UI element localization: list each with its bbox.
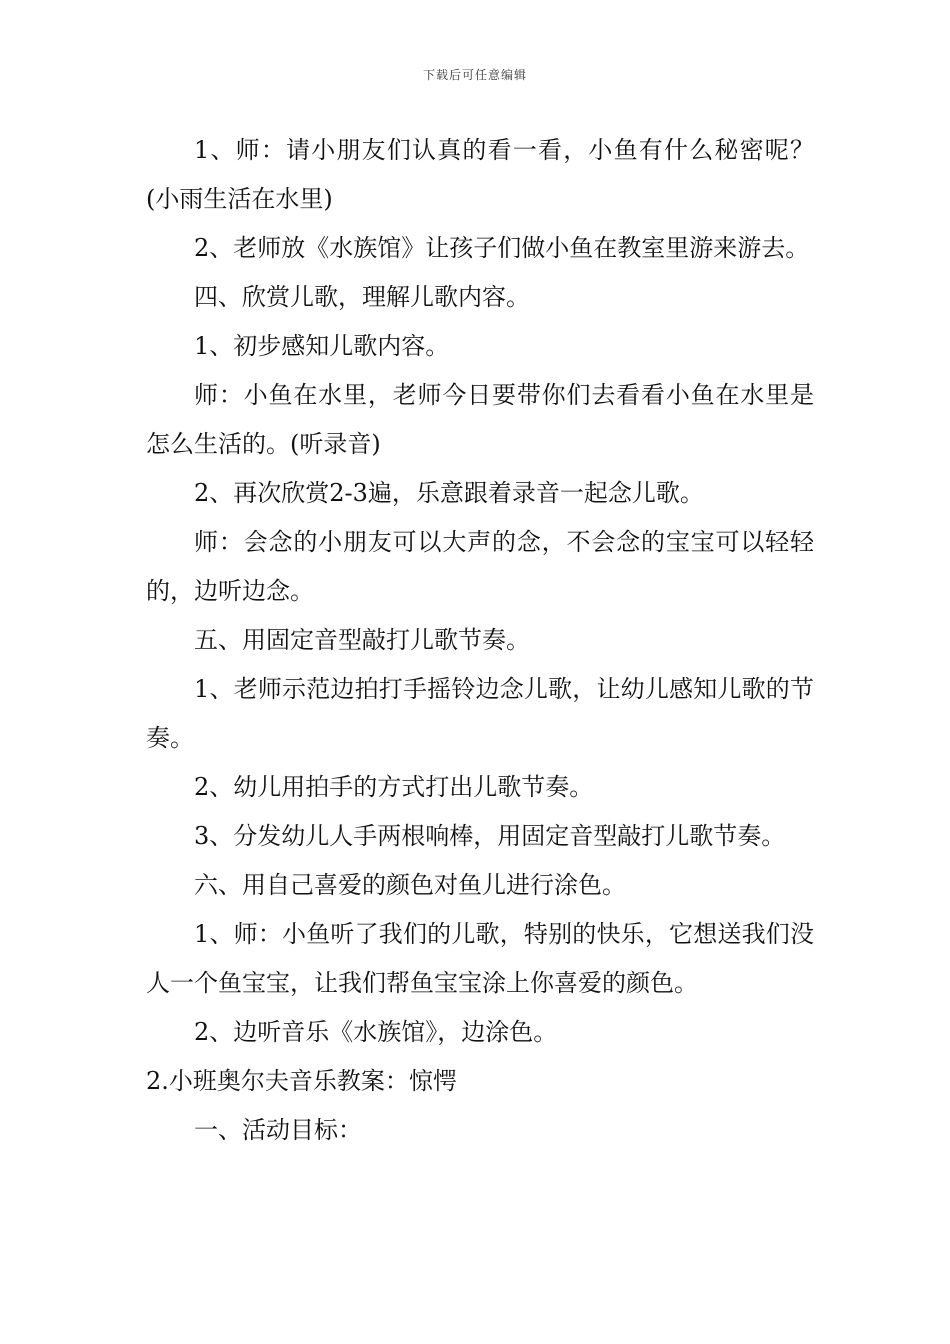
paragraph: 3、分发幼儿人手两根响棒，用固定音型敲打儿歌节奏。 (194, 822, 786, 850)
paragraph: 1、老师示范边拍打手摇铃边念儿歌，让幼儿感知儿歌的节奏。 (146, 675, 814, 752)
document-body (146, 126, 814, 1155)
paragraph: 1、初步感知儿歌内容。 (194, 332, 450, 360)
paragraph: 师：小鱼在水里，老师今日要带你们去看看小鱼在水里是怎么生活的。(听录音) (146, 381, 814, 458)
section-heading: 五、用固定音型敲打儿歌节奏。 (194, 626, 530, 654)
header-note: 下载后可任意编辑 (422, 68, 527, 82)
section-heading: 一、活动目标： (194, 1116, 362, 1144)
paragraph: 1、师：小鱼听了我们的儿歌，特别的快乐，它想送我们没人一个鱼宝宝，让我们帮鱼宝宝涂上你喜爱的颜色。 (146, 920, 814, 997)
paragraph: 2、幼儿用拍手的方式打出儿歌节奏。 (194, 773, 594, 801)
paragraph: 师：会念的小朋友可以大声的念，不会念的宝宝可以轻轻的，边听边念。 (146, 528, 814, 605)
paragraph: 1、师：请小朋友们认真的看一看，小鱼有什么秘密呢？(小雨生活在水里) (146, 136, 814, 213)
paragraph: 2、再次欣赏2-3遍，乐意跟着录音一起念儿歌。 (194, 479, 704, 507)
section-heading: 六、用自己喜爱的颜色对鱼儿进行涂色。 (194, 871, 626, 899)
lesson-title: 2.小班奥尔夫音乐教案：惊愕 (146, 1067, 457, 1095)
section-heading: 四、欣赏儿歌，理解儿歌内容。 (194, 283, 530, 311)
paragraph: 2、边听音乐《水族馆》，边涂色。 (194, 1018, 558, 1046)
paragraph: 2、老师放《水族馆》让孩子们做小鱼在教室里游来游去。 (194, 234, 810, 262)
